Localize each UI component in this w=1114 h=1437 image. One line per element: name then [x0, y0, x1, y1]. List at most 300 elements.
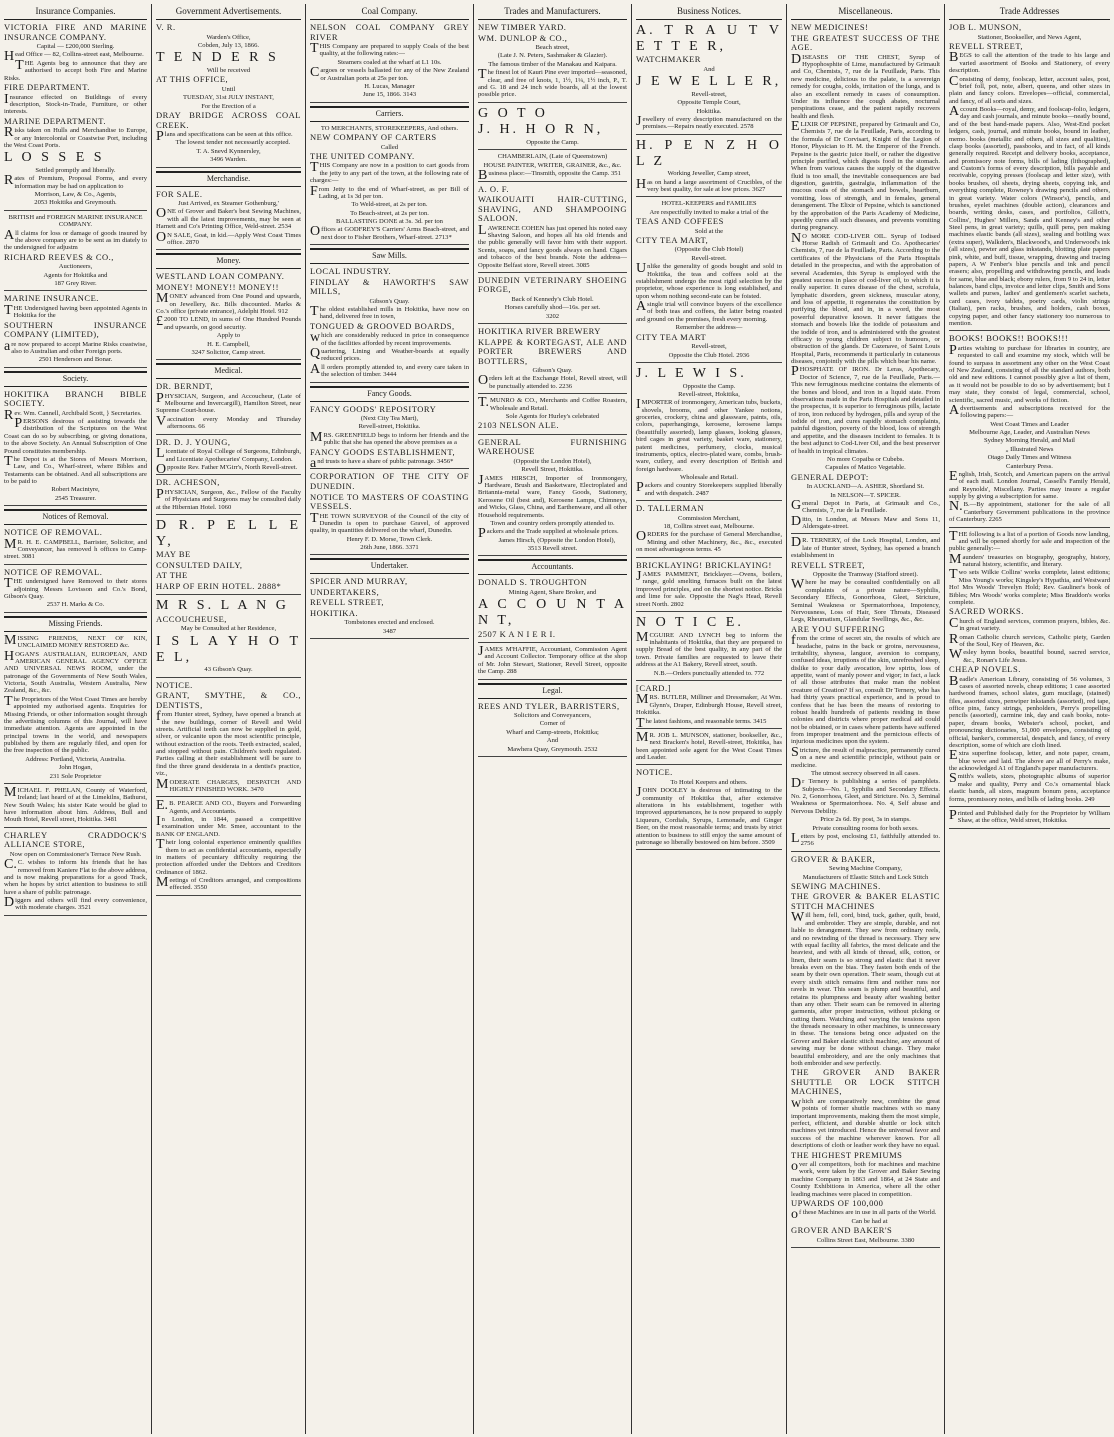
section-heading: Medical.: [156, 363, 301, 379]
ad-line: Sydney Morning Herald, and Mail: [983, 437, 1075, 445]
ad-line: Dr Ternery is publishing a series of pamphlets. Subjects—No. 1, Syphilis and Secondary Effects. No. 2, Gonorrhoea, Gleet, and Stricture. No. 3, Seminal Weakness or Spermatorrhoea. No. 4, Self abuse and Nervous Debility.: [791, 776, 940, 815]
ad-line: Insurance effected on Buildings of every description, Stock-in-Trade, Furniture, or other interests.: [4, 91, 147, 116]
advertisement: [310, 267, 469, 382]
ad-line: Asingle trial will convince buyers of the excellence of both teas and coffees, the latter being roasted and ground on the premises, fresh every morning.: [636, 299, 782, 323]
ad-line: DR. TERNERY, of the Lock Hospital, London, and late of Hunter street, Sydney, has opened a branch establishment in: [791, 535, 940, 560]
advertisement: [791, 855, 940, 1248]
ad-line: Gibson's Quay.: [532, 367, 573, 375]
advertisement: [4, 568, 147, 613]
ad-line: Orders left at the Exchange Hotel, Revell street, will be punctually attended to. 2236: [478, 373, 627, 390]
advertisement: [636, 138, 782, 197]
ad-line: Commission Merchant,: [678, 514, 740, 522]
advertisement: [636, 615, 782, 681]
ad-line: L O S S E S: [4, 150, 105, 166]
ad-line: MRS. GREENFIELD begs to inform her friends and the public that she has opened the above premises as a: [310, 429, 469, 447]
ad-line: Cobden, July 13, 1866.: [197, 41, 260, 49]
advertisement: [156, 800, 301, 896]
ad-line: THE HIGHEST PREMIUMS: [791, 1149, 903, 1160]
ad-line: Robert Macintyre,: [51, 486, 100, 494]
ad-line: HOTEL-KEEPERS and FAMILIES: [661, 200, 757, 208]
section-heading: Carriers.: [310, 106, 469, 122]
ad-line: CITY TEA MART,: [636, 234, 709, 245]
section-heading: Accountants.: [478, 559, 627, 575]
advertisement: [310, 125, 469, 246]
ad-line: THE Undersigned having been appointed Agents in Hokitika for the: [4, 302, 147, 320]
ad-line: Wesley hymn books, beautiful bound, sacred service, &c., Ronan's Life Jesus.: [949, 647, 1110, 664]
ad-line: Horses carefully shod—16s. per set.: [504, 304, 601, 312]
ad-line: Letters by post, enclosing £1, faithfully attended to. 2756: [791, 830, 940, 848]
ad-line: In London, in 1844, passed a competitive examination under Mr. Smee, accountant to the BANK OF ENGLAND.: [156, 814, 301, 838]
ad-line: General Depot in Paris, at Grimault and Co., Chemists, 7, rue de la Feuillade.: [791, 497, 940, 515]
ad-line: DR. BERNDT,: [156, 381, 214, 392]
ad-line: DR. ACHESON,: [156, 477, 220, 488]
advertisement: [156, 23, 301, 167]
ad-line: CHAMBERLAIN, (Late of Queenstown): [497, 153, 608, 161]
ad-line: Gibson's Quay.: [369, 297, 410, 305]
advertisement: [478, 23, 627, 103]
ad-line: BRITISH and FOREIGN MARINE INSURANCE COMPANY.: [8, 213, 143, 229]
ad-line: MR. JOB L. MUNSON, stationer, bookseller, &c., next Bracken's hotel, Revell-street, Hokitika, has been appointed sole agent for the West Coast Times and Leader.: [636, 729, 782, 762]
ad-line: TO MERCHANTS, STOREKEEPERS, And others.: [320, 124, 459, 132]
ad-line: Extra superfine foolscap, letter, and note paper, cream, blue wove and laid. The above are all of Perry's make, the acknowledged A1 of England's paper manufacturers.: [949, 748, 1110, 773]
ad-line: GROVER & BAKER,: [791, 853, 876, 864]
ad-line: Business place:—Tinsmith, opposite the Camp. 351: [478, 168, 621, 184]
ad-line: Warden's Office,: [206, 33, 251, 41]
ad-line: THE GROVER & BAKER ELASTIC STITCH MACHINES: [791, 891, 940, 911]
ad-line: CITY TEA MART: [636, 331, 707, 342]
ad-line: Ditto, in London, at Messrs Maw and Sons 11, Aldersgate-street.: [791, 513, 940, 531]
ad-line: from the crime of secret sin, the results of which are headache, pains in the back or groins, nervousness, irritability, shyness, languor, aversion to company, confused ideas, irruptions of the skin, unrefreshed sleep, dislike to your daily avocation, low spirits, loss of appetite, want of manly power and vigor; in fact, a lack of all those attributes that make man the noblest creature of Creation? If so, consult Dr Ternery, who has had thirty years practical experience, and is proud to confess that he has been the means of restoring to robust health hundreds of patients residing in these colonies and districts where proper medical aid could not be obtained, or in cases where patients have suffered from improper treatment and the pernicious effects of injurious medicines upon the system.: [791, 633, 940, 746]
ad-line: 231 Sole Proprietor: [49, 772, 102, 780]
ad-line: THE UNITED COMPANY.: [310, 150, 415, 161]
ad-line: Meetings of Creditors arranged, and compositions effected. 3550: [156, 875, 301, 892]
advertisement: [310, 23, 469, 103]
ad-line: Cargoes or vessels ballasted for any of the New Zealand or Australian ports at 25s per ton.: [310, 65, 469, 82]
ad-line: Jewellery of every description manufactured on the premises.—Repairs neatly executed. 2578: [636, 114, 782, 131]
ad-line: BALLASTING DONE at 3s. 3d. per ton: [336, 218, 443, 226]
advertisement: [478, 327, 627, 394]
ad-line: 18, Collins street east, Melbourne.: [663, 523, 755, 531]
ad-line: AT THIS OFFICE,: [156, 74, 229, 85]
advertisement: [636, 200, 782, 363]
ad-line: Agents for Hokitika and: [43, 271, 108, 279]
ad-line: 2103 NELSON ALE.: [478, 420, 559, 431]
ad-line: J. L E W I S.: [636, 365, 747, 381]
ad-line: (Next City Tea Mart),: [360, 415, 419, 423]
section-heading: Fancy Goods.: [310, 386, 469, 402]
ad-line: AT THE: [156, 570, 188, 581]
ad-line: FIRE DEPARTMENT.: [4, 81, 90, 92]
ad-line: N.B.—Orders punctually attended to. 772: [653, 669, 765, 677]
ad-line: THE TOWN SURVEYOR of the Council of the city of Dunedin is open to purchase Gravel, of approved quality, in quantities delivered on the wharf, Dunedin.: [310, 510, 469, 535]
ad-line: Unlike the generality of goods bought and sold in Hokitika, the teas and coffees sold at the establishment undergo the most rigid selection by the proprietor, whose experience is long established, and upon whom nothing second-rate can be foisted.: [636, 261, 782, 300]
ad-line: Where he may be consulted confidentially on all complaints of a private nature—Syphilis, Secondary Effects, Gonorrhoea, Gleet, Stricture, Seminal Weakness or Spermatorrhoea, Impotency, Nervousness, Loss of Hair, Sore Throats, Diseased Legs, Rheumatism, Glandular Swellings, &c., &c.: [791, 577, 940, 624]
ad-line: NOTICE OF REMOVAL.: [4, 566, 103, 577]
ad-line: Head Office — 82, Collins-street east, Melbourne.: [4, 49, 144, 65]
ad-line: Stricture, the result of malpractice, permanently cured on a new and scientific principle, without pain or medicine.: [791, 744, 940, 769]
ad-line: Opposite the Camp.: [526, 139, 579, 147]
ad-line: REVELL STREET,: [791, 559, 866, 570]
column-trades-and-manufacturers: [474, 4, 632, 1434]
ad-line: Risks taken on Hulls and Merchandise to Europe, or any Intercolonial or Coastwise Port, including the West Coast Ports.: [4, 125, 147, 149]
ad-line: IMPORTER of ironmongery, American tubs, buckets, shovels, brooms, and other Yankee notions, groceries, crockery, china and glassware, paints, oils, colors, paperhangings, kerosene, kerosene lamps (beautifully assorted), lamp glasses, looking glasses, bird cages in great variety, basket ware, stationery, patent medicines, perfumery, clocks, musical instruments, optics, electro-plated ware, combs, brush-ware, cutlery, and every description of British and foreign hardware.: [636, 397, 782, 473]
advertisement: [478, 438, 627, 557]
ad-line: Wharf and Camp-streets, Hokitika;: [506, 728, 599, 736]
ad-line: Solicitors and Conveyancers,: [513, 712, 592, 720]
column-heading: Coal Company.: [310, 4, 469, 20]
ad-line: Called: [380, 143, 399, 151]
ad-line: UNDERTAKERS,: [310, 586, 380, 597]
advertisement: [636, 684, 782, 729]
ad-line: [CARD.]: [636, 682, 671, 693]
advertisement: [636, 768, 782, 850]
ad-line: Account Books—royal, demy, and foolscap-folio, ledgers, day and cash journals, and minute books—neatly bound, and of the best hand-made papers. Also, West-End pocket ledgers, cash, journal, and minute books, bound in leather, memo. books (metallic and others, all sizes and qualities), clasp books (assorted), passbooks, and in fact, of all kinds generally required. Receipt and delivery books, acceptance, and promissory note forms, bills of lading (lithographed), and Custom's forms of every description, bills payable and receivable, copying presses (foolscap and letter size), with books brushes, oil sheets, drying sheets, copying ink, and everything complete, Rowney's drawing pencils and others, in great variety. Water colors (Winsor's), pencils, and brushes, eyelet machines (double action), clearances and boards, writing desks, cases, and portfolios, Gillott's, Collins', Hughes' Millers, Sands and Kenney's and other Steel pens, in great variety; quills, quill pens, pen making machines elastic bands (all sizes), sealing and bottling wax (extra super), Walkden's, Blackwood's, and Underwood's ink (all sizes), pewter and glass inkstands, blotting plate papers pink, white, and buff, tissue, wrapping, drawing and tracing papers, A W Fenber's blue pencils and ink and pencil erasers; also, propelling and withdrawing pencils, and leads for same, blue and black; ebony rulers, from 9 to 24 in, letter balances, band clips, invoice and letter clips, Smith and Sons wallets and purses, ladies' and gentlemen's scarlet sachets, card cases, ivory tablets, poetry cards, violin strings (Italian), pen racks, brushes, and holders, cash boxes, copying paper, and other fancy stationery too numerous to mention.: [949, 104, 1110, 327]
ad-line: RICHARD REEVES & CO.,: [4, 251, 114, 262]
section-heading: Undertaker.: [310, 558, 469, 574]
ad-line: MICHAEL F. PHELAN, County of Waterford, Ireland; last heard of at the Limekilns, Bathurst, New South Wales; his sister Kate would be glad to have information about him. Address, Bull and Mouth Hotel, Revell street, Hokitika. 3481: [4, 784, 147, 824]
ad-line: Vaccination every Monday and Thursday afternoons. 66: [156, 413, 301, 431]
ad-line: Manufacturers of Elastic Stitch and Lock Stitch: [802, 873, 929, 881]
ad-line: MONEY advanced from One Pound and upwards, on Jewellery, &c. Bills discounted. Marks & Co.'s office (private entrance), Adelphi Hotel. 912: [156, 291, 301, 316]
ad-line: Wholesale and Retail.: [679, 474, 739, 482]
column-heading: Government Advertisements.: [156, 4, 301, 20]
advertisement: [4, 632, 147, 784]
ad-line: LAWRENCE COHEN has just opened his noted easy Shaving Saloon, and hopes all his old friends and the public generally will favor him with their support. Scents, soaps, and fancy goods always on hand. Cigars and tobacco of the best brands. Note the address—Opposite Belfast store, Revell street. 3085: [478, 222, 627, 269]
ad-line: DISEASES OF THE CHEST, Syrup of Hypophosphite of Lime, manufactured by Grimault and Co, Chemists, 7, rue de la Feuillade, Paris. This new medicine, delicious to the palate, is a sovereign remedy for coughs, colds, irritation of the lungs, and is also an excellent remedy in cases of consumption. Under its influence the cough abates, nocturnal perspirations cease, and the patient rapidly recovers health and flesh.: [791, 51, 940, 120]
ad-line: Hokitika.: [696, 107, 722, 115]
ad-line: Smith's wallets, sizes, photographic albums of superior make and quality, Perry and Co.'s ornamental black elastic bands, all sizes, magnum bonum pens, acceptance forms, promissory notes, and bills of lading books. 249: [949, 771, 1110, 803]
ad-line: D. TALLERMAN: [636, 503, 704, 514]
ad-line: ON SALE, Goat, in kid.—Apply West Coast Times office. 2870: [156, 229, 301, 246]
ad-line: Until: [221, 85, 236, 93]
ad-line: NEW TIMBER YARD.: [478, 22, 567, 33]
ad-line: Roman Catholic church services, Catholic piety, Garden of the Soul, Key of Heaven, &c.: [949, 631, 1110, 648]
ad-line: (Late J. N. Peters, Sashmaker & Glazier).: [497, 52, 608, 60]
advertisement: [478, 185, 627, 273]
ad-line: HOKITIKA BRANCH BIBLE SOCIETY.: [4, 388, 147, 409]
ad-line: THE Agents beg to announce that they are authorised to accept both Fire and Marine Risks.: [4, 57, 147, 82]
ad-line: The oldest established mills in Hokitika, have now on hand, delivered free in town,: [310, 304, 469, 321]
ad-line: Revell-street,: [691, 90, 727, 98]
ad-line: D R. P E L L E Y,: [156, 517, 301, 549]
ad-line: SEWING MACHINES.: [791, 880, 881, 891]
ad-line: To Beach-street, at 2s per ton.: [350, 209, 429, 217]
ad-line: Opposite Temple Court,: [677, 99, 741, 107]
ad-line: which are comparatively new, combine the great points of former shuttle machines with so many important improvements, making them the most simple, perfect, efficient, and durable shuttle or lock stitch machines yet introduced. Hence the universal favor and success of the machine wherever known. For all descriptions of cloth or leather work they have no equal.: [791, 1095, 940, 1150]
ad-line: WATCHMAKER: [636, 54, 701, 65]
ad-line: JAMES M'HAFFIE, Accountant, Commission Agent and Account Collector. Temporary office at the shop of Mr. John Stewart, Stationer, Revell Street, opposite the Camp. 288: [478, 644, 627, 676]
ad-line: REVELL STREET,: [949, 40, 1024, 51]
advertisement: [156, 438, 301, 476]
ad-line: GENERAL FURNISHING WAREHOUSE: [478, 436, 627, 457]
ad-line: GRANT, SMYTHE, & CO., DENTISTS,: [156, 690, 301, 710]
ad-line: MAY BE: [156, 549, 191, 560]
ad-line: KLAPPE & KORTEGAST, ALE AND PORTER BREWERS AND BOTTLERS,: [478, 336, 627, 366]
ad-line: The Proprietors of the West Coast Times are hereby appointed my authorised agents. Enquiries for Missing Friends, or other information sought through the advertising columns of this Journal, will have immediate attention. Agents are appointed in the principal towns in the world, and newspapers published by them are regularly filed, and open for the free inspection of the public.: [4, 693, 147, 755]
ad-line: Parties wishing to purchase for libraries in country, are requested to call and examine my stock, which will be found to surpass in assortment any other on the West Coast of New Zealand, consisting of all the standard authors, both old and new editions. I cannot possibly give a list of them, as it would not be possible to do so by advertisement; but I may state, they consist of legal, commercial, school, scientific, sacred music, and works of fiction.: [949, 342, 1110, 404]
ad-line: Sole Agents for Hurley's celebrated: [505, 412, 600, 420]
ad-line: 26th June, 1866. 3371: [360, 544, 419, 552]
advertisement: [310, 405, 469, 470]
ad-line: H. E. Campbell,: [207, 340, 250, 348]
ad-line: MODERATE CHARGES, DESPATCH AND HIGHLY FINISHED WORK. 3470: [156, 776, 301, 793]
ad-line: THIS Company are prepared to supply Coals of the best quality, at the following rates:—: [310, 41, 469, 58]
ad-line: N O T I C E.: [636, 614, 744, 630]
ad-line: N.B.—By appointment, stationer for the sale of all Canterbury Government publications in the province of Canterbury. 2265: [949, 499, 1110, 524]
ad-line: V. R.: [156, 22, 176, 33]
ad-line: MARINE DEPARTMENT.: [4, 115, 106, 126]
ad-line: The utmost secrecy observed in all cases.: [811, 769, 920, 777]
advertisement: [4, 784, 147, 828]
ad-line: HOGAN'S AUSTRALIAN, EUROPEAN, AND AMERICAN GENERAL AGENCY OFFICE AND UNIVERSAL NEWS ROOM, under the patronage of the Governments of New South Wales, Victoria, South Australia, Western Australia, New Zealand, &c., &c.: [4, 648, 147, 695]
ad-line: Quartering, Lining and Weather-boards at equally reduced prices.: [310, 346, 469, 363]
ad-line: No more Copaiba or Cubebs.: [826, 455, 905, 463]
advertisement: [636, 366, 782, 501]
ad-line: SACRED WORKS.: [949, 606, 1024, 617]
ad-line: 2537 H. Marks & Co.: [46, 601, 105, 609]
ad-line: FANCY GOODS' REPOSITORY: [310, 403, 437, 414]
ad-line: Corner of: [539, 720, 566, 728]
ad-line: Opposite Rev. Father M'Girr's, North Revell-street.: [156, 461, 298, 477]
ad-line: Now open on Commissioner's Terrace New Rush.: [9, 850, 142, 858]
ad-line: NOTICE.: [156, 679, 193, 690]
ad-line: Maunders' treasuries on biography, geography, history, natural history, scientific, and literary.: [949, 551, 1110, 568]
ad-line: JAMES HIRSCH, Importer of Ironmongery, Hardware, Brush and Basketware, Electroplated and Britannia-metal ware, Fancy Goods, Stationery, Kerosene Oil (best and), Kerosene Lamps, Chimneys, and Wicks, Glass, China, and Earthenware, and all other Household requirements.: [478, 472, 627, 519]
ad-line: Capital — £200,000 Sterling.: [36, 43, 115, 51]
ad-line: JAMES PAMMENT, Bricklayer.—Ovens, boilers, range, gold smelting furnaces built on the latest improved principles, and on the shortest notice. Bricks and lime for sale. Opposite the Nag's Head, Revell street North. 2802: [636, 569, 782, 608]
ad-line: To Hotel Keepers and others.: [670, 778, 748, 786]
column-heading: Insurance Companies.: [4, 4, 147, 20]
advertisement: [4, 528, 147, 565]
ad-line: JOB L. MUNSON,: [949, 22, 1022, 33]
advertisement: [478, 397, 627, 435]
ad-line: Will hem, fell, cord, bind, tuck, gather, quilt, braid, and embroider. They are simple, durable, and not liable to derangement. They sew from ordinary reels, and no rewinding of the thread is necessary. They sew with equal facility all fabrics, the most delicate and the heaviest, and with all kinds of thread, silk, cotton, or linen, their seam is so strong and elastic that it never breaks even on the bias. They fasten both ends of the seam by their own operation. Their seam, though cut at every sixth stitch remains firm and neither runs nor ravels in wear. This seam is plump and beautiful, and retains its plumpness and beauty after washing better than any other. Their seam can be removed in altering garments, after proper instruction, without picking or cutting them. Watching and varying the tensions upon the threads necessary in other machines, is unnecessary in these. The tensions being once adjusted on the Grover and Baker elastic stitch machine, any amount of sewing may be done without change. They make beautiful embroidery, and are the only machines that both embroider and sew perfectly.: [791, 910, 940, 1067]
ad-line: Printed and Published daily for the Proprietor by William Shaw, at the office, Weld street, Hokitika.: [949, 807, 1110, 825]
ad-line: ACCOUCHEUSE,: [156, 613, 227, 624]
advertisement: [156, 382, 301, 434]
advertisement: [478, 702, 627, 757]
ad-line: E.B. PEARCE AND CO., Buyers and Forwarding Agents, and Accountants.: [156, 798, 301, 815]
advertisement: [791, 537, 940, 851]
ad-line: NEW MEDICINES!: [791, 22, 869, 33]
ad-line: 2501 Henderson and Bonar.: [38, 356, 113, 364]
ad-line: Remember the address—: [675, 324, 743, 332]
ad-line: Licentiate of Royal College of Surgeons, Edinburgh, and Licentiate Apothecaries' Company, London.: [156, 446, 301, 463]
column-heading: Trade Addresses: [949, 4, 1110, 20]
ad-line: REES AND TYLER, BARRISTERS,: [478, 700, 620, 711]
ad-line: (Opposite the London Hotel),: [513, 457, 592, 465]
ad-line: over all competitors, both for machines and machine work, were taken by the Grover and Baker Sewing machine Company in 1863 and 1864, at 24 State and County Exhibitions in America, where all the other leading machines were placed in competition.: [791, 1159, 940, 1198]
ad-line: LOCAL INDUSTRY.: [310, 266, 392, 277]
ad-line: All claims for loss or damage of goods insured by the above company are to be sent as im diately to the undersigned for adjustm: [4, 227, 147, 252]
ad-line: Plans and specifications can be seen at this office.: [156, 129, 293, 145]
advertisement: [636, 504, 782, 557]
advertisement: [478, 646, 627, 680]
column-heading: Miscellaneous.: [791, 4, 940, 20]
ad-line: T E N D E R S: [156, 50, 279, 66]
advertisement: [949, 334, 1110, 527]
ad-line: Mawhera Quay, Greymouth. 2532: [507, 745, 598, 753]
section-heading: Merchandise.: [156, 171, 301, 187]
ad-line: Stationer, Bookseller, and News Agent,: [977, 33, 1082, 41]
ad-line: Will be received: [206, 67, 251, 75]
ad-line: Henry F. D. Morse, Town Clerk.: [346, 535, 433, 543]
ad-line: Revell-street,: [691, 343, 727, 351]
ad-line: In NELSON—T. SPICER.: [830, 491, 901, 499]
section-heading: Money.: [156, 253, 301, 269]
ad-line: NEW COMPANY OF CARTERS: [310, 132, 437, 143]
advertisement: [478, 276, 627, 324]
ad-line: For the Erection of a: [201, 102, 256, 110]
ad-line: All orders promptly attended to, and every care taken in the selection of timber. 3444: [310, 361, 469, 379]
advertisement: [636, 23, 782, 135]
ad-line: Two sets Wilkie Collins' works complete, latest editions; Miss Young's works; Kingsley's Hypathia, and Westward Ho! Mrs Woods' Trevelyn Hold; Rev. Gauliner's book of Bibles; Mrs Woods' works complete; Miss Braddon's works complete.: [949, 567, 1110, 606]
ad-line: VICTORIA FIRE AND MARINE INSURANCE COMPANY.: [4, 22, 147, 42]
ad-line: H. P E N Z H O L Z: [636, 137, 782, 169]
ad-line: FOR SALE.: [156, 188, 203, 199]
ad-line: Capsules of Matico Vegetable.: [825, 464, 906, 472]
ad-line: Town and country orders promptly attended to.: [490, 519, 615, 527]
advertisement: [156, 518, 301, 595]
ad-line: Private consulting rooms for both sexes.: [812, 824, 919, 832]
ad-line: From Jetty to the end of Wharf-street, as per Bill of Lading, at 1s 3d per ton.: [310, 183, 469, 200]
ad-line: HOUSE PAINTER, WRITER, GRAINER, &c., &c.: [483, 161, 622, 169]
ad-line: The latest fashions, and reasonable terms. 3415: [636, 715, 767, 731]
ad-line: 3513 Revell street.: [527, 545, 578, 553]
ad-line: DUNEDIN VETERINARY SHOEING FORGE,: [478, 274, 627, 295]
ad-line: BRICKLAYING! BRICKLAYING!: [636, 559, 772, 570]
ad-line: Can be had at: [851, 1217, 888, 1225]
ad-line: J. H. H O R N,: [478, 122, 604, 138]
ad-line: Revell-street, Hokitika.: [358, 423, 421, 431]
advertisement: [4, 390, 147, 507]
ad-line: SPICER AND MURRAY,: [310, 576, 408, 587]
ad-line: Offices at GODFREY'S Carriers' Arms Beach-street, and next door to Fisher Brothers, Wharf-street. 2713*: [310, 224, 469, 241]
ad-line: THE undersigned have Removed to their stores adjoining Messrs Lovisson and Co.'s Bond, Gibson's Quay.: [4, 576, 147, 601]
ad-line: ELIXIR OF PEPSINE, prepared by Grimault and Co, Chemists 7, rue de la Feuillade, Paris, according to the formula of Dr Corvisart, Knight of the Legion of Honor, Physician to H. M. the Emperor of the French. Pepsine is the gastric juice itself, or rather the digestive principle purified, which digests food in the stomach. When from various causes the supply of the digestive fluid is too small, the inevitable consequences are bad digestion, gastritis, gastralgia, inflammation of the mucous coats of the stomach and bowels, heartburn, vomiting, loss of strength, and in females, general derangement. The Elixir of Pepsine, which is sanctioned by the approbation of the Paris Academy of Medicine, speedily cures all such diseases, and prevents vomiting during pregnancy.: [791, 119, 940, 232]
section-heading: Saw Mills.: [310, 248, 469, 264]
ad-line: Opposite the Camp.: [682, 382, 736, 390]
ad-line: ARE YOU SUFFERING: [791, 623, 886, 634]
ad-line: 43 Gibson's Quay.: [204, 666, 253, 674]
ad-line: NOTICE OF REMOVAL.: [4, 527, 103, 538]
ad-line: £2000 TO LEND, in sums of One Hundred Pounds and upwards, on good security.: [156, 314, 301, 331]
ad-line: June 15, 1866. 3143: [362, 91, 417, 99]
advertisement: [4, 831, 147, 916]
ad-line: Revell-street, Hokitika,: [678, 390, 740, 398]
ad-line: 3247 Solicitor, Camp street.: [191, 348, 266, 356]
ad-line: T. A. Snevd Kynnersley,: [196, 147, 261, 155]
ad-line: 187 Grey River.: [54, 279, 97, 287]
ad-line: Canterbury Press.: [1006, 462, 1053, 470]
advertisement: [949, 23, 1110, 331]
ad-line: Packers and the Trade supplied at wholesale prices.: [478, 526, 619, 542]
ad-line: (Opposite the Club Hotel): [674, 246, 744, 254]
advertisement: [791, 23, 940, 534]
section-heading: Missing Friends.: [4, 616, 147, 632]
ad-line: And: [546, 737, 559, 745]
ad-line: Rev. Wm. Cannell, Archibald Scott, } Secretaries.: [4, 407, 142, 423]
ad-line: DONALD S. TROUGHTON: [478, 577, 588, 588]
ad-line: Diggers and others will find every convenience, with moderate charges. 3521: [4, 895, 147, 912]
ad-line: 2053 Hokitika and Greymouth.: [34, 199, 117, 207]
ad-line: PHOSPHATE OF IRON. Dr Leras, Apothecary, Doctor of Science, 7, rue de la Feuillade, Paris.—This new ferruginous medicine contains the elements of the bones and blood, and iron in a liquid state. From observations made in the Paris Hospitals and detailed in the prospectus, it is superior to ferruginous pills, lactate of iron, iron reduced by hydrogen, pills and syrup of the iodide of iron, and cures rapidly stomach complaints, painful digestion, poverty of the blood, loss of strength and appetite, and the diseases incident to females. It is the best adjunct to Cod-Liver Oil, and the best preserver of health in tropical climates.: [791, 364, 940, 455]
ad-line: CORPORATION OF THE CITY OF DUNEDIN.: [310, 471, 469, 491]
ad-line: 3496 Warden.: [210, 156, 247, 164]
ad-line: Revell-street.: [691, 254, 727, 262]
column-trade-addresses: [945, 4, 1114, 1434]
ad-line: I S L A Y H O T E L,: [156, 633, 301, 665]
ad-line: NOTICE TO MASTERS OF COASTING VESSELS.: [310, 491, 469, 512]
advertisement: [156, 272, 301, 360]
ad-line: Advertisements and subscriptions received for the following papers:—: [949, 402, 1110, 420]
ad-line: of these Machines are in use in all parts of the World.: [791, 1207, 937, 1223]
ad-line: Consisting of demy, foolscap, letter, account sales, post, brief foll, pot, note, albert, queens, and other sizes in plain and fancy colors. Envelopes—official, commercial, and fancy, of all sorts and sizes.: [949, 73, 1110, 105]
ad-line: Sold at the: [694, 227, 724, 235]
advertisement: [478, 153, 627, 184]
ad-line: from Hunter street, Sydney, have opened a branch at the new buildings, corner of Revell and Weld streets. Artificial teeth can now be supplied in gold, silver, or vulcanite upon the most scientific principle, without extraction of the roots. Teeth extracted, scaled, and stopped without pain. Children's teeth regulated. Parties calling at their establishment will be sure to find the three grand desiderata in a dentist's practice, viz.,: [156, 709, 301, 778]
column-government-advertisements: [152, 4, 306, 1434]
advertisement: [949, 528, 1110, 807]
ad-line: FANCY GOODS ESTABLISHMENT,: [310, 446, 456, 457]
ad-line: BOOKS! BOOKS!! BOOKS!!!: [949, 333, 1069, 344]
ad-line: G O T O: [478, 105, 548, 121]
advertisement: [478, 106, 627, 151]
ad-line: PHYSICIAN, Surgeon, &c., Fellow of the Faculty of Physicians and Surgeons may be consulted daily at the Hibernian Hotel. 1060: [156, 486, 301, 511]
ad-line: John Hogan,: [58, 764, 93, 772]
ad-line: Auctioneers,: [58, 263, 93, 271]
ad-line: DR. D. J. YOUNG,: [156, 436, 231, 447]
ad-line: NO MORE COD-LIVER OIL. Syrup of Iodised Horse Radish of Grimault and Co. Apothecaries' Chemists, 7, rue de la Feuillade, Paris. According to the certificates of the Physicians of the Paris Hospitals detailed in the prospectus, and with the approbation of several Academies, this Syrup is employed with the greatest success in place of cod-liver oil, to which it is really superior. It cures disease of the chest, scrofula, lymphatic disorders, green sickness, muscular atony, and loss of appetite, it regenerates the constitution by purifying the blood, and in, in a word, the most powerful depurative known. It never fatigues the stomach and bowels like the iodide of potassium and the iodide of iron, and is administered with the greatest efficacy to young children subject to humours, or obstruction of the glands. Dr Cazenave, of Saint Louis Hospital, Paris, recommends it particularly in cutaneous diseases, conjointly with the pills which bear his name.: [791, 230, 940, 365]
ad-line: M R S. L A N G: [156, 598, 289, 614]
ad-line: Otago Daily Times and Witness: [987, 454, 1072, 462]
ad-line: REVELL STREET,: [310, 597, 385, 608]
ad-line: Settled promptly and liberally.: [35, 166, 116, 174]
advertisement: [636, 561, 782, 612]
ad-line: THE GROVER AND BAKER SHUTTLE OR LOCK STITCH MACHINES,: [791, 1067, 940, 1097]
ad-line: Apply to: [216, 332, 241, 340]
section-heading: Society.: [4, 371, 147, 387]
column-heading: Trades and Manufacturers.: [478, 4, 627, 20]
ad-line: Beach street,: [535, 44, 570, 52]
ad-line: And: [703, 65, 715, 73]
ad-line: ORDERS for the purchase of General Merchandise, Mining and other Machinery, &c., &c., executed on most advantageous terms. 45: [636, 529, 782, 554]
ad-line: MISSING FRIENDS, NEXT OF KIN, UNCLAIMED MONEY RESTORED &c.: [4, 632, 147, 650]
ad-line: Morrison, Law, & Co., Agents,: [34, 191, 117, 199]
advertisement: [156, 681, 301, 798]
ad-line: FINDLAY & HAWORTH'S SAW MILLS,: [310, 276, 469, 297]
ad-line: MR. H. E. CAMPBELL, Barrister, Solicitor, and Conveyancer, has removed h offices to Camp-street. 3081: [4, 536, 147, 561]
ad-line: BEGS to call the attention of the trade to his large and varied assortment of Books and Stationery, of every description.: [949, 50, 1110, 75]
ad-line: H. Lucas, Manager: [364, 82, 415, 90]
ad-line: Are respectfully invited to make a trial of the: [649, 208, 769, 216]
ad-line: WAIKOUAITI HAIR-CUTTING, SHAVING, AND SHAMPOOING SALOON.: [478, 194, 627, 224]
ad-line: Collins Street East, Melbourne. 3380: [816, 1236, 915, 1244]
ad-line: Just Arrived, ex Steamer Gothenburg,': [178, 200, 279, 208]
advertisement: [156, 598, 301, 677]
ad-line: NOTICE.: [636, 767, 673, 778]
ad-line: DRAY BRIDGE ACROSS COAL CREEK.: [156, 110, 301, 130]
ad-line: MRS. BUTLER, Milliner and Dressmaker, At Wm. Glynn's, Draper, Edinburgh House, Revell street, Hokitika.: [636, 692, 782, 717]
ad-line: ONE of Grover and Baker's best Sewing Machines, with all the latest improvements, may be seen at Harnett and Co's Printing Office, Weld-street. 2534: [156, 206, 301, 231]
advertisement: [478, 578, 627, 643]
ad-line: 3487: [382, 627, 397, 635]
advertisement: [156, 190, 301, 251]
ad-line: GENERAL DEPOT:: [791, 471, 869, 482]
ad-line: May be Consulted at her Residence,: [180, 625, 277, 633]
ad-line: WM. DUNLOP & CO.,: [478, 32, 568, 43]
ad-line: The famous timber of the Manakau and Kaipara.: [488, 60, 617, 68]
